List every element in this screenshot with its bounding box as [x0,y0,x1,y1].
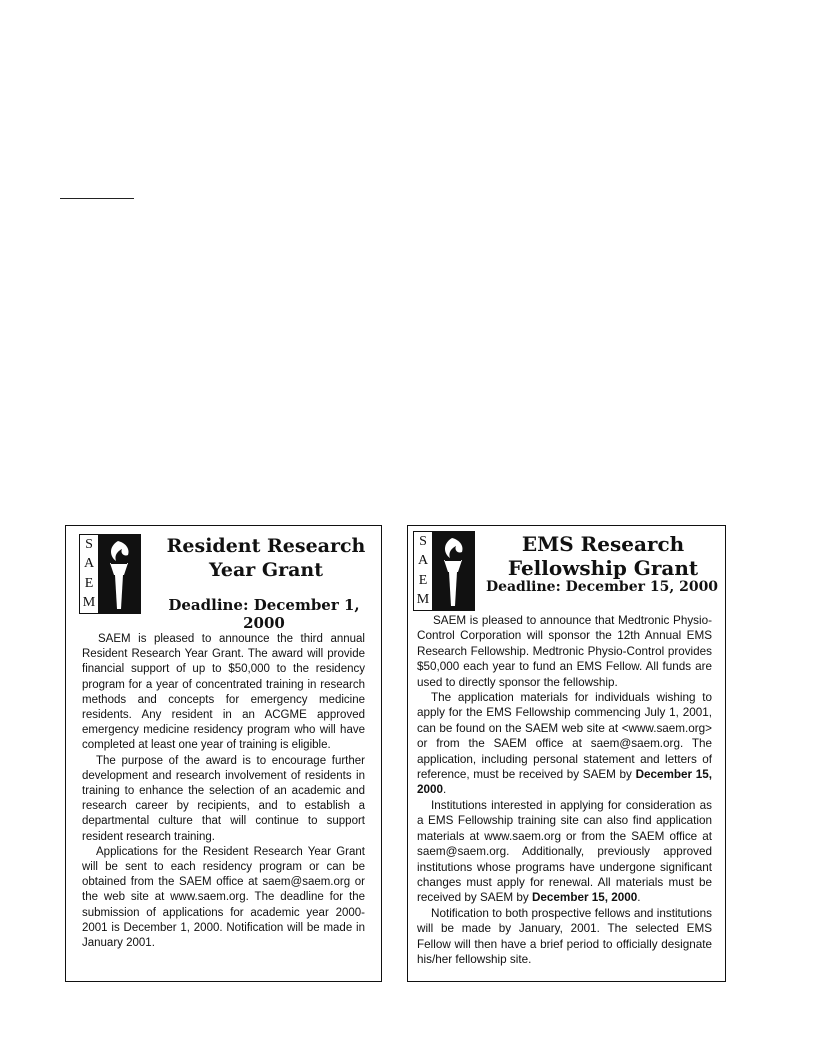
logo-letter: S [419,533,427,549]
paragraph: Applications for the Resident Research Year Grant will be sent to each residency program or can be obtained from the SAEM office at saem@saem.org or the web site at www.saem.org. The deadline for the submission of applications for academic year 2000-2001 is December 1, 2000. Notification will be made in January 2001. [82,845,365,950]
title-line: Fellowship Grant [507,556,699,580]
logo-letter: A [83,556,95,572]
logo-letter: M [416,592,430,608]
paragraph-text: Institutions interested in applying for consideration as a EMS Fellowship training site can also find application materials at www.saem.org or from the SAEM office at saem@saem.org. Additionally, previously approved institutions whose programs have undergone significant changes must apply for renewal. All materials must be received by SAEM by [417,798,712,905]
logo-letters [80,535,99,613]
logo-letters [414,532,433,610]
logo-letter: A [417,553,429,569]
title-line: EMS Research [521,532,685,556]
deadline: Deadline: December 1, 2000 [168,596,360,632]
logo-letter: E [84,575,94,591]
paragraph [417,798,712,906]
paragraph: The purpose of the award is to encourage further development and research involvement of residents in training to enhance the selection of an academic and research career by recipients, and to establish a departmental culture that will continue to support resident research training. [82,754,365,843]
ad-body [417,613,712,967]
saem-logo [413,531,475,611]
title-line: Year Grant [208,559,324,581]
footnote-rule [60,198,134,199]
torch-icon [98,535,141,613]
paragraph-end: . [443,783,447,797]
resident-research-grant-ad [65,525,382,982]
deadline-date: December 15, 2000 [417,768,713,797]
paragraph-end: . [637,891,641,905]
ad-title [156,534,376,582]
ad-title [484,532,722,580]
paragraph: SAEM is pleased to announce that Medtronic Physio-Control Corporation will sponsor the 12th Annual EMS Research Fellowship. Medtronic Physio-Control provides $50,000 each year to fund an EMS Fellow. All funds are used to directly sponsor the fellowship. [417,614,712,689]
logo-letter: S [85,536,93,552]
deadline: Deadline: December 15, 2000 [485,579,719,595]
paragraph: SAEM is pleased to announce the third annual Resident Research Year Grant. The award will provide financial support of up to $50,000 to the residency program for a year of concentrated training in research methods and concepts for emergency medicine residents. Any resident in an ACGME approved emergency medicine residency program who will have completed at least one year of training is eligible. [82,633,365,752]
ems-fellowship-grant-ad [407,525,726,982]
torch-icon [432,532,475,610]
paragraph: Notification to both prospective fellows and institutions will be made by January, 2001. The selected EMS Fellow will then have a brief period to officially designate his/her fellowship site. [417,906,712,966]
saem-logo [79,534,141,614]
logo-letter: E [418,572,428,588]
logo-letter: M [82,595,96,611]
ad-body [82,632,365,951]
deadline-date: December 15, 2000 [531,891,638,905]
title-line: Resident Research [166,535,366,557]
paragraph [417,690,712,798]
paragraph-text: The application materials for individuals wishing to apply for the EMS Fellowship commencing July 1, 2001, can be found on the SAEM web site at <www.saem.org> or from the SAEM office at saem@saem.org. The application, including personal statement and letters of reference, must be received by SAEM by [417,691,712,782]
